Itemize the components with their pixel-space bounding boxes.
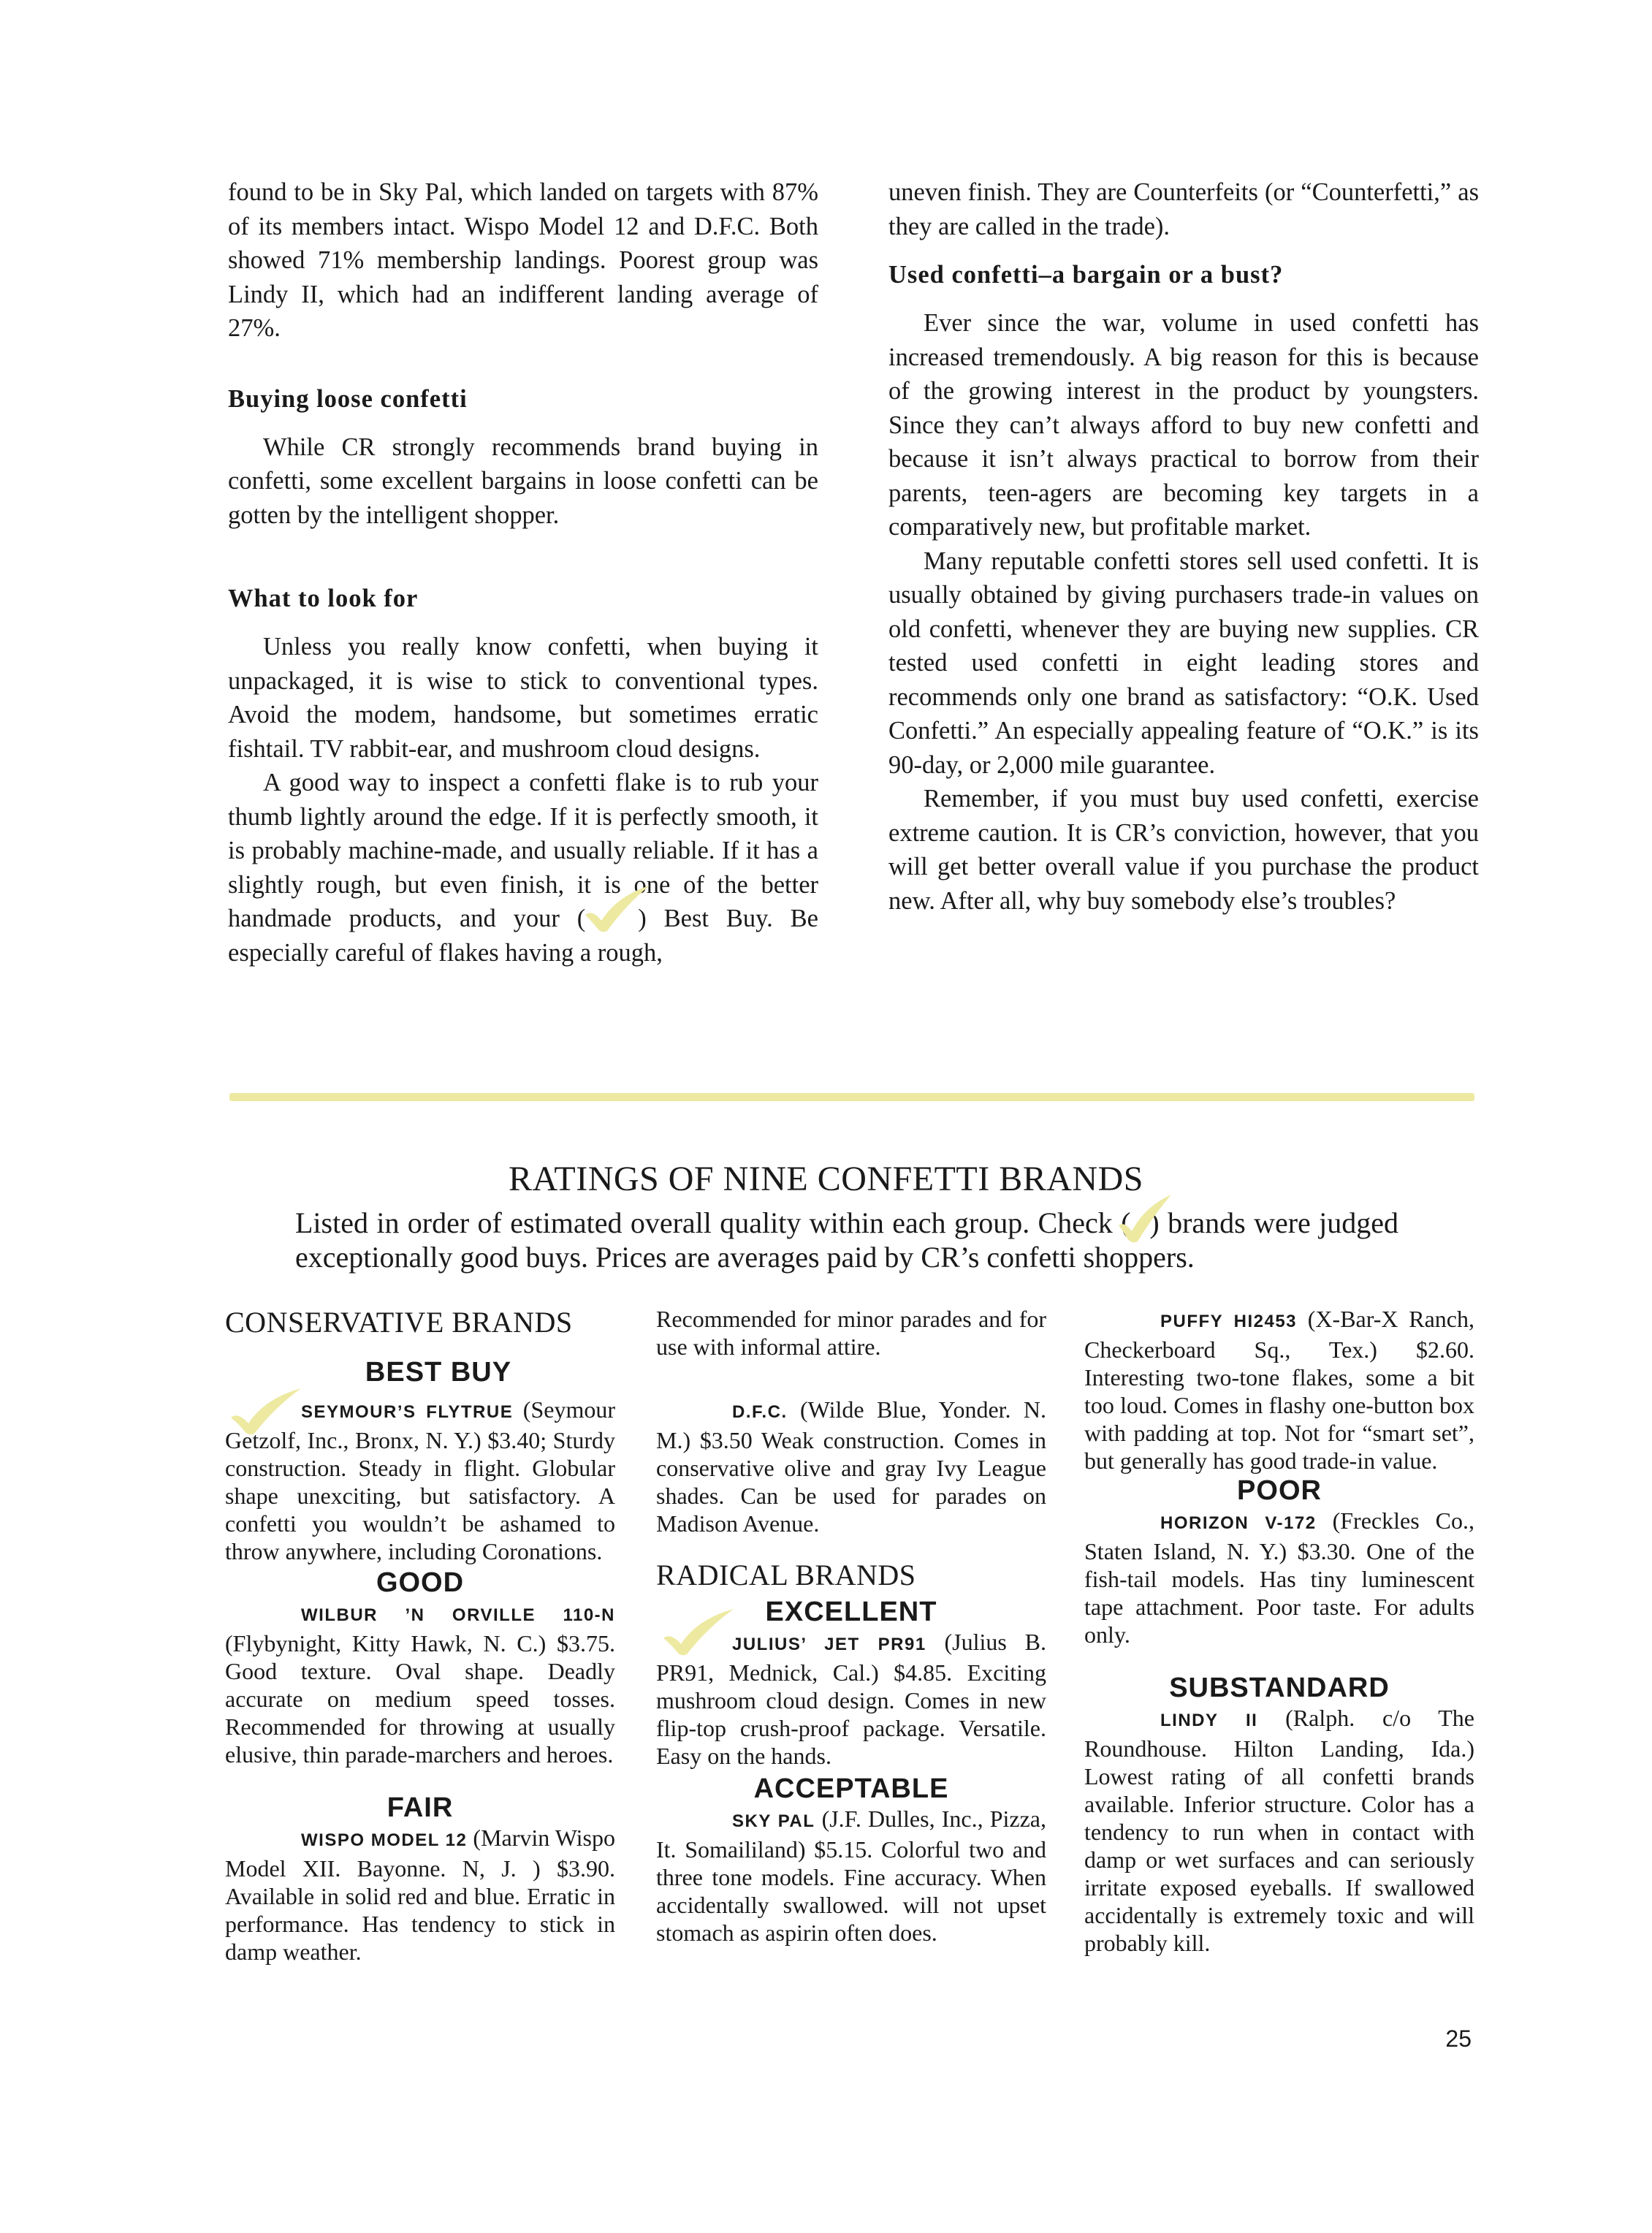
check-mark-icon (585, 905, 638, 929)
brand-name: SEYMOUR’S FLYTRUE (301, 1402, 514, 1422)
brand-entry (1084, 1305, 1474, 1475)
brand-name: JULIUS’ JET PR91 (732, 1635, 926, 1654)
group-heading: CONSERVATIVE BRANDS (225, 1306, 573, 1339)
brand-entry (225, 1599, 615, 1768)
brand-entry (656, 1805, 1046, 1947)
paragraph-text: ) Best Buy. Be especially careful of flakes having a rough, (228, 905, 818, 967)
ratings-title: RATINGS OF NINE CONFETTI BRANDS (509, 1160, 1143, 1198)
section-heading: Buying loose confetti (228, 384, 468, 413)
section-heading: Used confetti–a bargain or a bust? (888, 261, 1284, 289)
page-number: 25 (1445, 2025, 1472, 2052)
brand-name: HORIZON V-172 (1160, 1513, 1317, 1533)
rating-heading-acceptable: ACCEPTABLE (753, 1773, 949, 1804)
brand-name: LINDY II (1160, 1711, 1258, 1730)
highlight-divider (229, 1093, 1474, 1101)
brand-name: WILBUR ’N ORVILLE 110-N (301, 1605, 615, 1625)
brand-description: (Flybynight, Kitty Hawk, N. C.) $3.75. Good texture. Oval shape. Deadly accurate on medium speed tosses. Recommended for throwing at usually elusive, thin parade-marchers and heroes. (225, 1630, 615, 1768)
brand-name: D.F.C. (732, 1402, 788, 1422)
article-paragraph: Remember, if you must buy used confetti, exercise extreme caution. It is CR’s conviction, however, that you will get better overall value if you purchase the product new. After all, why buy somebody else’s troubles? (888, 785, 1479, 915)
brand-entry (1084, 1704, 1474, 1957)
brand-description: (X-Bar-X Ranch, Checkerboard Sq., Tex.) $2.60. Interesting two-tone flakes, some a bit too loud. Comes in flashy one-button box with padding at top. Not for “smart set”, but generally has good trade-in value. (1084, 1306, 1474, 1474)
article-right-column (888, 175, 1479, 918)
brand-description: (Wilde Blue, Yonder. N. M.) $3.50 Weak construction. Comes in conservative olive and gray Ivy League shades. Can be used for parades on Madison Avenue. (656, 1396, 1046, 1537)
brand-entry (1084, 1507, 1474, 1648)
rating-heading-fair: FAIR (387, 1792, 454, 1823)
article-paragraph: Unless you really know confetti, when buying it unpackaged, it is wise to stick to conventional types. Avoid the modem, handsome, but sometimes erratic fishtail. TV rabbit-ear, and mushroom cloud designs. (228, 633, 818, 763)
rating-heading-substandard: SUBSTANDARD (1169, 1673, 1390, 1703)
section-heading: What to look for (228, 585, 419, 612)
article-left-column (228, 175, 818, 970)
brand-name: PUFFY HI2453 (1160, 1312, 1298, 1331)
rating-heading-poor: POOR (1237, 1475, 1322, 1506)
check-mark-icon (1130, 1211, 1149, 1236)
brand-name: SKY PAL (732, 1811, 815, 1831)
ratings-column-2 (656, 1305, 1046, 1947)
rating-heading-good: GOOD (376, 1567, 465, 1598)
brand-description: (Ralph. c/o The Roundhouse. Hilton Landing, Ida.) Lowest rating of all confetti brands available. Inferior structure. Color has a tendency to run when in contact with damp or wet surfaces and can seriously irritate exposed eyeballs. If swallowed accidentally is extremely toxic and will probably kill. (1084, 1705, 1474, 1956)
brand-entry (656, 1396, 1046, 1537)
brand-description: (J.F. Dulles, Inc., Pizza, It. Somaililand) $5.15. Colorful two and three tone models. Fine accuracy. When accidentally swallowed. will not upset stomach as aspirin often does. (656, 1806, 1046, 1946)
ratings-subtitle (295, 1206, 1398, 1274)
brand-description: (Marvin Wispo Model XII. Bayonne. N, J. ) $3.90. Available in solid red and blue. Erratic in performance. Has tendency to stick in damp weather. (225, 1825, 615, 1965)
ratings-column-3 (1084, 1305, 1474, 1957)
brand-name: WISPO MODEL 12 (301, 1830, 468, 1850)
article-paragraph: While CR strongly recommends brand buying in confetti, some excellent bargains in loose confetti can be gotten by the intelligent shopper. (228, 433, 818, 529)
article-paragraph: Many reputable confetti stores sell used confetti. It is usually obtained by giving purchasers trade-in values on old confetti, whenever they are buying new supplies. CR tested used confetti in eight leading stores and recommends only one brand as satisfactory: “O.K. Used Confetti.” An especially appealing feature of “O.K.” is its 90-day, or 2,000 mile guarantee. (888, 547, 1479, 779)
article-paragraph: uneven finish. They are Counterfeits (or “Counterfetti,” as they are called in the trade). (888, 178, 1479, 240)
ratings-column-1 (225, 1305, 615, 1966)
article-paragraph (228, 766, 818, 970)
article-paragraph: found to be in Sky Pal, which landed on targets with 87% of its members intact. Wispo Model 12 and D.F.C. Both showed 71% membership landings. Poorest group was Lindy II, which had an indifferent landing average of 27%. (228, 178, 818, 342)
paragraph-text: A good way to inspect a confetti flake is to rub your thumb lightly around the edge. If it is perfectly smooth, it is probably machine-made, and usually reliable. If it has a slightly rough, but even finish, it is one of the better handmade products, and your ( (228, 769, 818, 932)
subtitle-text: Listed in order of estimated overall quality within each group. Check ( (295, 1206, 1131, 1239)
rating-heading-excellent: EXCELLENT (765, 1597, 937, 1627)
brand-description: (Julius B. PR91, Mednick, Cal.) $4.85. Exciting mushroom cloud design. Comes in new flip-top crush-proof package. Versatile. Easy on the hands. (656, 1629, 1047, 1769)
article-paragraph: Ever since the war, volume in used confetti has increased tremendously. A big reason for this is because of the growing interest in the product by youngsters. Since they can’t always afford to buy new confetti and because it isn’t always practical to borrow from their parents, teen-agers are becoming key targets in a comparatively new, but profitable market. (888, 309, 1479, 541)
check-mark-icon (228, 1385, 304, 1437)
group-heading: RADICAL BRANDS (656, 1559, 916, 1591)
subtitle-text: ) brands were judged exceptionally good buys. Prices are averages paid by CR’s confetti shoppers. (295, 1206, 1398, 1274)
check-mark-icon (661, 1606, 736, 1657)
rating-heading-best-buy: BEST BUY (365, 1357, 512, 1388)
brand-entry-continued: Recommended for minor parades and for use with informal attire. (656, 1306, 1046, 1360)
brand-description: (Seymour Getzolf, Inc., Bronx, N. Y.) $3.40; Sturdy construction. Steady in flight. Globular shape unexciting, but satisfactory. A confetti you wouldn’t be ashamed to throw anywhere, including Coronations. (225, 1396, 615, 1564)
brand-description: (Freckles Co., Staten Island, N. Y.) $3.30. One of the fish-tail models. Has tiny luminescent tape attachment. Poor taste. For adults only. (1084, 1507, 1474, 1648)
brand-entry (225, 1824, 615, 1966)
